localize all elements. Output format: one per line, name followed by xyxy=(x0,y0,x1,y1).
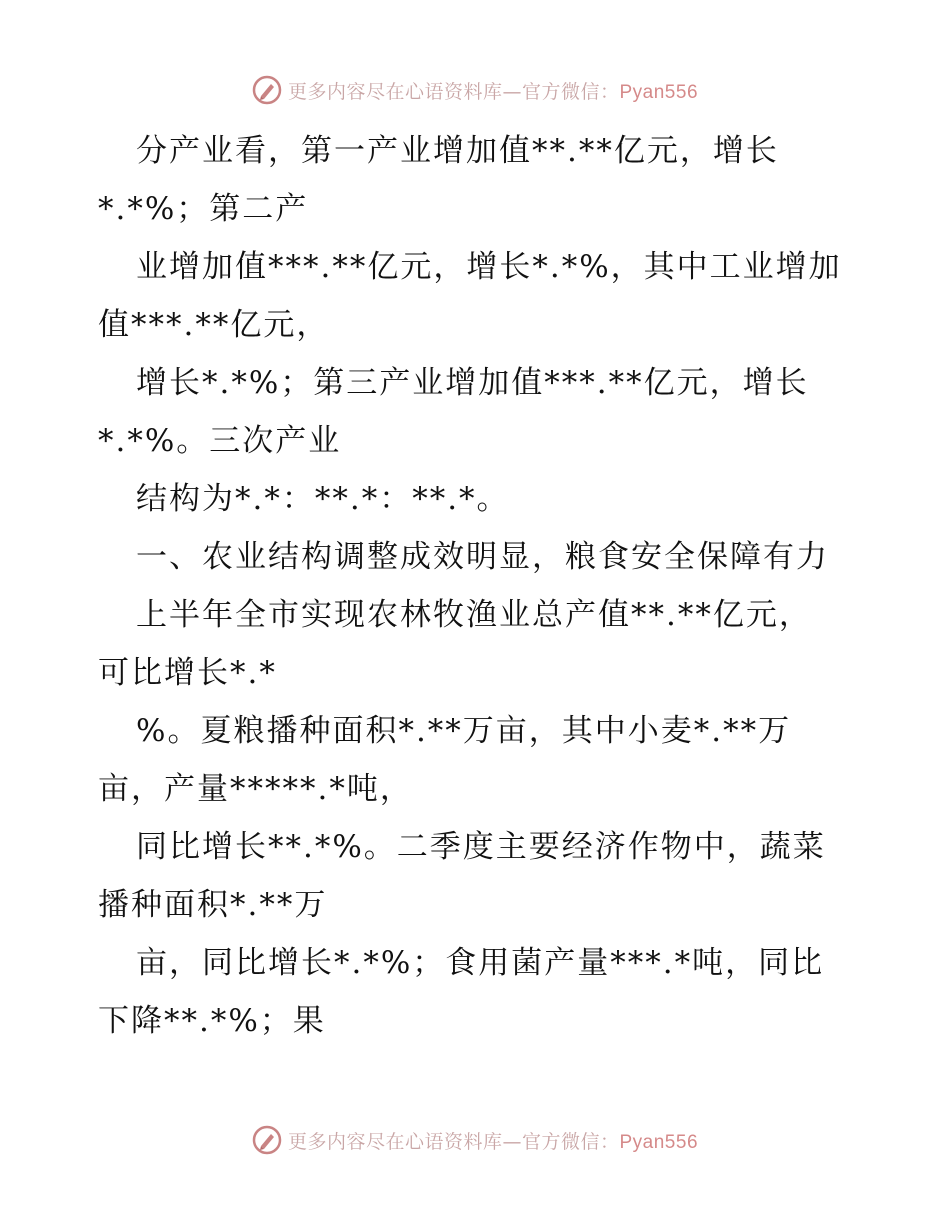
section-heading: 一、农业结构调整成效明显，粮食安全保障有力 xyxy=(136,539,829,575)
text-line: 亩，同比增长*.*%；食用菌产量***.*吨，同比 xyxy=(136,945,825,981)
header-watermark xyxy=(0,72,950,108)
pen-logo-icon xyxy=(252,75,282,105)
text-line: 可比增长*.* xyxy=(98,655,277,691)
text-line: 增长*.*%；第三产业增加值***.**亿元，增长 xyxy=(136,365,809,401)
text-line: 上半年全市实现农林牧渔业总产值**.**亿元， xyxy=(136,597,812,633)
text-line: 分产业看，第一产业增加值**.**亿元，增长 xyxy=(136,133,779,169)
text-line: 结构为*.*：**.*：**.*。 xyxy=(136,481,510,517)
text-line: *.*%。三次产业 xyxy=(98,423,342,459)
text-line: *.*%；第二产 xyxy=(98,191,309,227)
text-line: 亩，产量*****.*吨， xyxy=(98,771,413,807)
footer-watermark xyxy=(0,1122,950,1158)
watermark-text: 更多内容尽在心语资料库—官方微信：Pyan556 xyxy=(287,1130,699,1153)
text-line: 下降**.*%；果 xyxy=(98,1003,326,1039)
text-line: %。夏粮播种面积*.**万亩，其中小麦*.**万 xyxy=(136,713,792,749)
watermark-text: 更多内容尽在心语资料库—官方微信：Pyan556 xyxy=(287,80,699,103)
text-line: 值***.**亿元， xyxy=(98,307,330,343)
text-line: 同比增长**.*%。二季度主要经济作物中，蔬菜 xyxy=(136,829,826,865)
text-line: 业增加值***.**亿元，增长*.*%，其中工业增加 xyxy=(136,249,842,285)
document-body xyxy=(98,122,858,1050)
pen-logo-icon xyxy=(252,1125,282,1155)
text-line: 播种面积*.**万 xyxy=(98,887,328,923)
